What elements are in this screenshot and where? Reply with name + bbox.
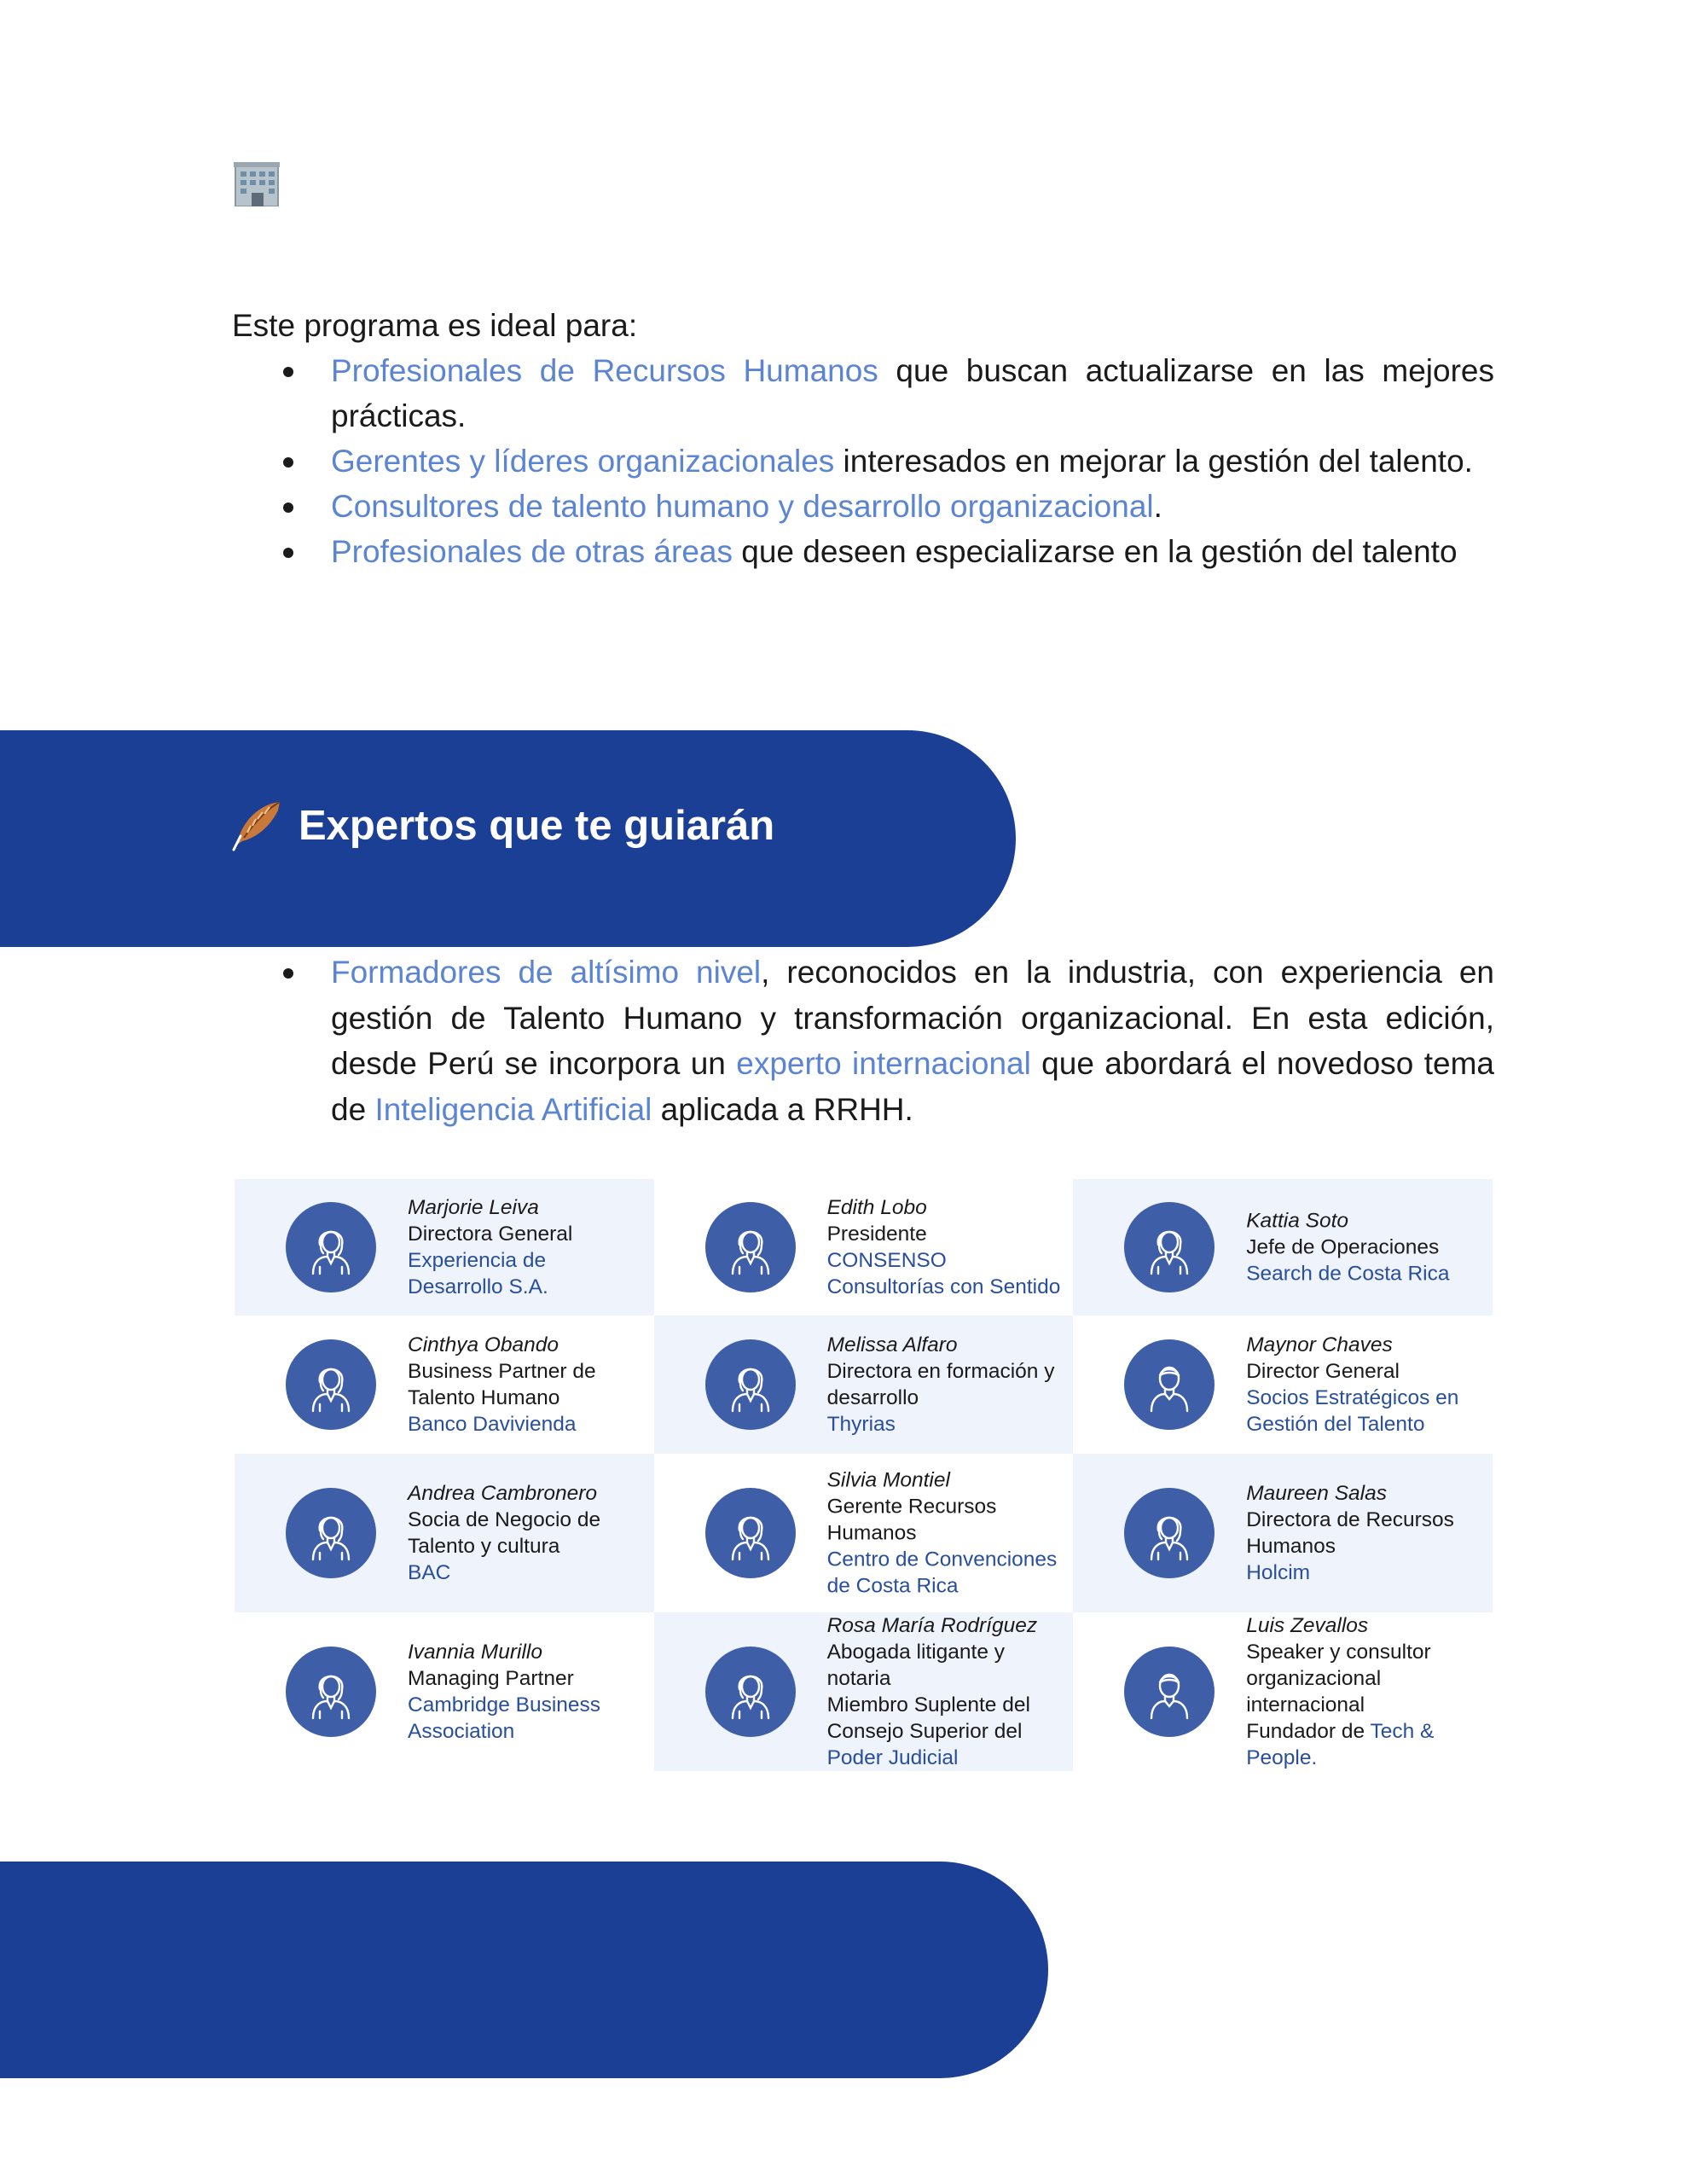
expert-name: Edith Lobo <box>826 1196 927 1219</box>
expert-name: Kattia Soto <box>1246 1209 1349 1233</box>
expert-role: Managing Partner <box>408 1667 574 1690</box>
expert-role: Gerente Recursos Humanos <box>826 1495 997 1545</box>
expert-organization: Poder Judicial <box>826 1746 959 1769</box>
experts-row <box>235 1179 1493 1316</box>
section-title: Expertos que te guiarán <box>299 803 775 849</box>
expert-role-secondary: Miembro Suplente del Consejo Superior del <box>826 1693 1030 1743</box>
expert-info <box>408 1480 646 1586</box>
experts-description <box>232 950 1494 1132</box>
expert-role: Directora en formación y desarrollo <box>826 1360 1055 1409</box>
experts-grid <box>235 1179 1493 1771</box>
expert-info <box>1246 1612 1485 1771</box>
expert-info <box>827 1194 1066 1300</box>
expert-card <box>654 1454 1074 1612</box>
expert-name: Rosa María Rodríguez <box>826 1614 1038 1637</box>
list-item <box>232 439 1494 484</box>
list-item <box>232 950 1494 1132</box>
expert-role-secondary <box>1246 1718 1485 1771</box>
bullet-dot <box>283 968 293 979</box>
expert-card <box>1073 1612 1493 1771</box>
audience-list <box>232 348 1494 574</box>
female-avatar-icon <box>286 1339 376 1430</box>
expert-name: Silvia Montiel <box>826 1468 950 1492</box>
expert-name: Cinthya Obando <box>408 1333 559 1356</box>
expert-role: Directora General <box>408 1223 573 1246</box>
experts-list <box>232 950 1494 1132</box>
highlight-text: Formadores de altísimo nivel <box>331 955 762 990</box>
body-text: aplicada a RRHH. <box>652 1091 913 1127</box>
female-avatar-icon <box>1124 1488 1215 1578</box>
intro-section <box>232 303 1494 574</box>
male-avatar-icon <box>1124 1339 1215 1430</box>
expert-organization: Banco Davivienda <box>408 1413 577 1436</box>
experts-row <box>235 1316 1493 1454</box>
female-avatar-icon <box>286 1202 376 1292</box>
expert-info <box>1246 1480 1485 1586</box>
expert-name: Marjorie Leiva <box>408 1196 539 1219</box>
highlight-text: Gerentes y líderes organizacionales <box>331 444 835 479</box>
expert-organization: Search de Costa Rica <box>1246 1262 1450 1286</box>
female-avatar-icon <box>705 1488 796 1578</box>
expert-info <box>408 1194 646 1300</box>
expert-organization: Cambridge Business Association <box>408 1693 601 1743</box>
expert-organization: Thyrias <box>826 1413 896 1436</box>
expert-name: Melissa Alfaro <box>826 1333 958 1356</box>
feather-icon <box>230 799 285 853</box>
list-item <box>232 348 1494 439</box>
highlight-text: Profesionales de otras áreas <box>331 534 733 569</box>
expert-role: Socia de Negocio de Talento y cultura <box>408 1508 601 1558</box>
expert-role: Abogada litigante y notaria <box>826 1641 1005 1690</box>
female-avatar-icon <box>705 1647 796 1737</box>
expert-organization: Holcim <box>1246 1561 1311 1584</box>
expert-name: Maynor Chaves <box>1246 1333 1393 1356</box>
male-avatar-icon <box>1124 1647 1215 1737</box>
expert-card <box>235 1612 654 1771</box>
intro-lead: Este programa es ideal para: <box>232 308 638 343</box>
female-avatar-icon <box>286 1488 376 1578</box>
expert-role: Presidente <box>826 1223 927 1246</box>
body-text: que abordará el novedoso tema de <box>331 1046 1494 1127</box>
expert-role: Jefe de Operaciones <box>1246 1235 1440 1259</box>
expert-organization: Tech & People. <box>1246 1720 1435 1769</box>
office-building-icon <box>232 160 281 206</box>
expert-name: Ivannia Murillo <box>408 1641 542 1664</box>
body-text: que buscan actualizarse en las mejores prácticas. <box>331 353 1495 433</box>
female-avatar-icon <box>1124 1202 1215 1292</box>
expert-card <box>654 1179 1074 1316</box>
expert-card <box>654 1612 1074 1771</box>
bullet-dot <box>283 457 293 468</box>
expert-name: Maureen Salas <box>1246 1482 1387 1505</box>
highlight-text: Inteligencia Artificial <box>374 1091 652 1127</box>
female-avatar-icon <box>705 1339 796 1430</box>
bullet-dot <box>283 367 293 377</box>
expert-card <box>1073 1316 1493 1454</box>
expert-organization: Centro de Convenciones de Costa Rica <box>826 1548 1058 1598</box>
expert-card <box>235 1179 654 1316</box>
expert-info <box>827 1467 1066 1600</box>
list-item <box>232 529 1494 574</box>
bullet-dot <box>283 548 293 558</box>
expert-card <box>1073 1179 1493 1316</box>
expert-role: Business Partner de Talento Humano <box>408 1360 596 1409</box>
highlight-text: Profesionales de Recursos Humanos <box>331 353 878 388</box>
female-avatar-icon <box>705 1202 796 1292</box>
experts-row <box>235 1454 1493 1612</box>
expert-name: Luis Zevallos <box>1246 1614 1369 1637</box>
expert-info <box>827 1612 1066 1771</box>
footer-band <box>0 1862 1048 2078</box>
expert-role: Speaker y consultor organizacional internacional <box>1246 1641 1431 1716</box>
expert-name: Andrea Cambronero <box>408 1482 597 1505</box>
highlight-text: experto internacional <box>736 1046 1031 1081</box>
expert-organization: Socios Estratégicos en Gestión del Talento <box>1246 1386 1459 1436</box>
expert-role: Directora de Recursos Humanos <box>1246 1508 1454 1558</box>
expert-card <box>1073 1454 1493 1612</box>
expert-role-prefix: Fundador de <box>1246 1720 1371 1743</box>
expert-organization: BAC <box>408 1561 451 1584</box>
list-item <box>232 484 1494 529</box>
female-avatar-icon <box>286 1647 376 1737</box>
expert-info <box>408 1332 646 1438</box>
body-text: que deseen especializarse en la gestión del talento <box>733 534 1458 569</box>
expert-info <box>408 1639 646 1745</box>
expert-card <box>235 1316 654 1454</box>
expert-card <box>235 1454 654 1612</box>
expert-info <box>1246 1208 1485 1287</box>
highlight-text: Consultores de talento humano y desarrollo organizacional <box>331 489 1154 524</box>
experts-row <box>235 1612 1493 1771</box>
expert-organization: CONSENSO Consultorías con Sentido <box>826 1249 1061 1298</box>
expert-info <box>1246 1332 1485 1438</box>
expert-role: Director General <box>1246 1360 1400 1383</box>
expert-info <box>827 1332 1066 1438</box>
body-text: , reconocidos en la industria, con experiencia en gestión de Talento Humano y transformación organizacional. En esta edición, desde Perú se incorpora un <box>331 955 1494 1081</box>
bullet-dot <box>283 502 293 513</box>
body-text: . <box>1153 489 1162 524</box>
expert-card <box>654 1316 1074 1454</box>
body-text: interesados en mejorar la gestión del talento. <box>834 444 1473 479</box>
expert-organization: Experiencia de Desarrollo S.A. <box>408 1249 548 1298</box>
